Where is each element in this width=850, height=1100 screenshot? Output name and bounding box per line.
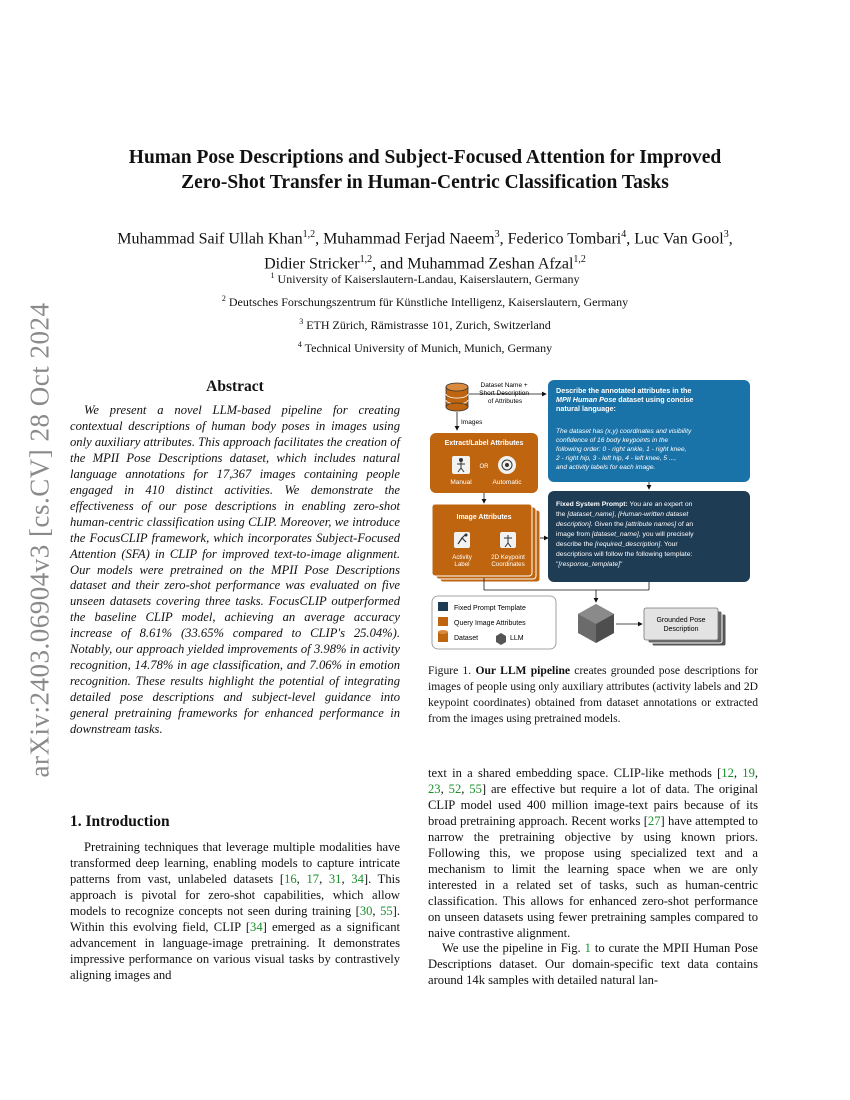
citation-link[interactable]: 34 bbox=[351, 871, 364, 886]
activity-icon bbox=[454, 532, 470, 548]
citation-link[interactable]: 55 bbox=[380, 903, 393, 918]
title-line-2: Zero-Shot Transfer in Human-Centric Classification Tasks bbox=[181, 172, 669, 193]
extract-title: Extract/Label Attributes bbox=[444, 440, 524, 447]
svg-text:Query Image Attributes: Query Image Attributes bbox=[454, 620, 526, 627]
svg-text:OR: OR bbox=[479, 464, 489, 470]
citation-link[interactable]: 34 bbox=[250, 919, 263, 934]
citation-link[interactable]: 30 bbox=[359, 903, 373, 918]
svg-text:ActivityLabel: Activity Label bbox=[452, 554, 472, 568]
intro-body: Pretraining techniques that leverage multiple modalities have transformed deep learning, enabling models to capture intricate patterns from vast, unlabeled datasets [16, 17, 31, 34]. This approach is pivotal for zero-shot capabilities, which allow models to recognize concepts not seen during training [30, 55]. Within this evolving field, CLIP [34] emerged as a significant advancement in language-image pretraining. It demonstrates impressive performance on various visual tasks by contrastively aligning images and bbox=[70, 840, 401, 982]
affiliations bbox=[60, 266, 790, 358]
legend-query-swatch bbox=[438, 617, 448, 626]
figure-link[interactable]: 1 bbox=[584, 941, 591, 956]
describe-title: Describe the annotated attributes in the MPII Human Pose dataset using concise natural language: bbox=[556, 386, 694, 413]
images-label: Images bbox=[461, 419, 483, 426]
legend-fixed-swatch bbox=[438, 602, 448, 611]
figure-1-pipeline bbox=[428, 378, 758, 653]
citation-link[interactable]: 17 bbox=[306, 871, 320, 886]
svg-text:Automatic: Automatic bbox=[492, 479, 522, 486]
author-list: Muhammad Saif Ullah Khan$^{1,2}$, Muhammad Ferjad Naeem$^3$, Federico Tombari$^4$, Luc Van Gool$^3$, Didier Stricker$^{1,2}$, and Muhammad Zeshan Afzal$^{1,2}$ bbox=[117, 229, 733, 273]
database-icon bbox=[446, 383, 468, 411]
system-prompt-text: Fixed System Prompt: You are an expert on the [dataset_name], [Human-written dataset description]. Given the [attribute names] of an image from [dataset_name], you will precisely describe the [required_description]. Your descriptions will follow the following template: "[response_template]" bbox=[556, 501, 694, 568]
affiliation-2: $^2$ Deutsches Forschungszentrum für Künstliche Intelligenz, Kaiserslautern, Germany bbox=[221, 294, 629, 309]
citation-link[interactable]: 55 bbox=[469, 781, 482, 796]
abstract-body: We present a novel LLM-based pipeline for creating contextual descriptions of human body poses in images using only auxiliary attributes. This approach facilitates the creation of the MPII Pose Descriptions dataset, which includes natural language annotations for 17,367 images containing people engaged in 410 distinct activities. We demonstrate the effectiveness of our pose descriptions in enabling zero-shot human-centric classification using CLIP. Moreover, we introduce the FocusCLIP framework, which incorporates Subject-Focused Attention (SFA) in CLIP for improved text-to-image alignment. Our models were pretrained on the MPII Pose Descriptions dataset and their zero-shot performance was evaluated on five unseen datasets covering three tasks. FocusCLIP outperformed the baseline CLIP model, achieving an average accuracy increase of 8.61% (33.65% compared to CLIP's 25.04%). Notably, our approach yielded improvements of 3.98% in activity recognition, 14.78% in age classification, and 7.06% in emotion recognition. These results highlight the potential of integrating detailed pose descriptions and subject-level guidance into general pretraining frameworks for enhanced performance in downstream tasks. bbox=[70, 403, 400, 737]
citation-link[interactable]: 52 bbox=[448, 781, 462, 796]
svg-text:2D KeypointCoordinates: 2D Keypoint Coordinates bbox=[491, 554, 525, 568]
llm-cube-icon bbox=[578, 604, 614, 643]
svg-text:LLM: LLM bbox=[510, 635, 524, 642]
citation-link[interactable]: 19 bbox=[742, 766, 755, 780]
citation-link[interactable]: 31 bbox=[328, 871, 342, 886]
grounded-description-output bbox=[644, 608, 718, 640]
affiliation-1: $^1$ University of Kaiserslautern-Landau, Kaiserslautern, Germany bbox=[270, 271, 580, 286]
svg-text:Grounded PoseDescription: Grounded Pose Description bbox=[656, 617, 706, 633]
svg-text:Image Attributes: Image Attributes bbox=[456, 514, 512, 521]
affiliation-4: $^4$ Technical University of Munich, Munich, Germany bbox=[297, 340, 553, 355]
title-line-1: Human Pose Descriptions and Subject-Focused Attention for Improved bbox=[128, 147, 722, 168]
affiliation-3: $^3$ ETH Zürich, Rämistrasse 101, Zurich, Switzerland bbox=[299, 317, 551, 332]
paper-title bbox=[60, 145, 790, 195]
svg-text:Fixed Prompt Template: Fixed Prompt Template bbox=[454, 605, 526, 612]
svg-text:Manual: Manual bbox=[450, 479, 472, 486]
citation-link[interactable]: 27 bbox=[647, 813, 661, 828]
right-column-body: text in a shared embedding space. CLIP-like methods [12, 19, 23, 52, 55] are effective but require a lot of data. The original CLIP model used 400 million image-text pairs because of its broad pretraining approach. Recent works [27] have attempted to narrow the pretraining objective by using known priors. Following this, we propose using specialized text and a mechanism to limit the learning space when we are only interested in a related set of tasks, such as human-centric classification. This allows for enhanced zero-shot performance on unseen datasets using fewer pretraining samples compared to naive contrastive alignment. We use the pipeline in Fig. 1 to curate the MPII Human Pose Descriptions dataset. Our domain-specific text data contains around 14k samples with detailed natural lan- bbox=[428, 766, 759, 988]
citation-link[interactable]: 16 bbox=[284, 871, 297, 886]
intro-heading: 1. Introduction bbox=[70, 813, 170, 830]
dataset-input-label: Dataset Name + Short Description of Attributes bbox=[479, 382, 530, 405]
legend-dataset-icon bbox=[438, 630, 448, 642]
citation-link[interactable]: 23 bbox=[428, 781, 441, 796]
abstract-heading: Abstract bbox=[206, 378, 264, 395]
svg-text:Dataset: Dataset bbox=[454, 635, 479, 642]
citation-link[interactable]: 12 bbox=[721, 766, 734, 780]
arxiv-watermark: arXiv:2403.06904v3 [cs.CV] 28 Oct 2024 bbox=[24, 302, 55, 778]
figure-1-caption: Figure 1. Our LLM pipeline creates grounded pose descriptions for images of people using only auxiliary attributes (activity labels and 2D keypoint coordinates) obtained from dataset annotations or extracted from the images using pretrained models. bbox=[428, 664, 758, 725]
describe-body: The dataset has (x,y) coordinates and visibility confidence of 16 body keypoints in the following order: 0 - right ankle, 1 - right knee, 2 - right hip, 3 - left hip, 4 - left knee, 5 ..., and activity labels for each image. bbox=[556, 428, 692, 471]
